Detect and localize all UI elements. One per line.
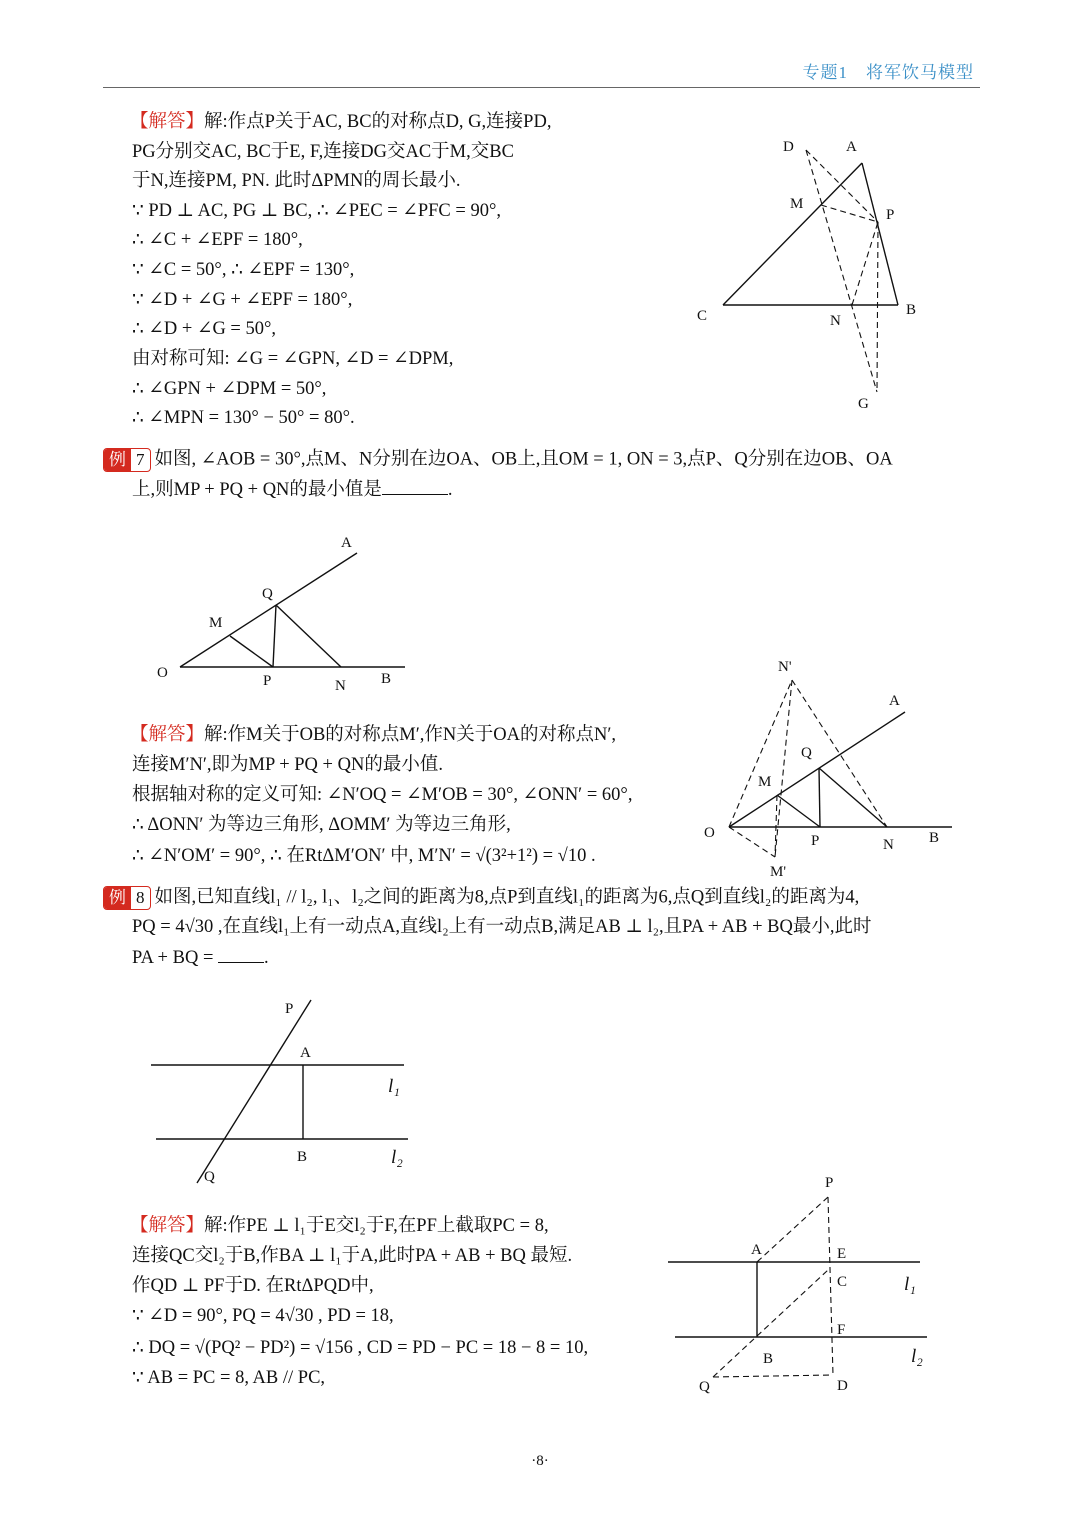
figure-label: O bbox=[157, 665, 168, 681]
sol7-line: ∴ ΔONN′ 为等边三角形, ΔOMM′ 为等边三角形, bbox=[132, 815, 511, 835]
figure-label: F bbox=[837, 1322, 846, 1338]
sol6-line: 于N,连接PM, PN. 此时ΔPMN的周长最小. bbox=[132, 171, 461, 191]
text: 例 bbox=[104, 887, 131, 909]
figure-angle-aob bbox=[157, 535, 405, 694]
figure-angle-solution bbox=[704, 659, 952, 880]
figure-label: M bbox=[790, 196, 804, 212]
figure-label: A bbox=[846, 139, 857, 155]
figure-label: A bbox=[751, 1242, 762, 1258]
figure-label: P bbox=[811, 833, 820, 849]
text: 8 bbox=[136, 888, 145, 907]
figure-label: N' bbox=[778, 659, 792, 675]
sol8-line: 作QD ⊥ PF于D. 在RtΔPQD中, bbox=[132, 1276, 374, 1296]
figure-label: M bbox=[758, 774, 772, 790]
figure-label: G bbox=[858, 396, 869, 412]
figure-label: B bbox=[929, 830, 940, 846]
answer-tag: 【解答】 bbox=[130, 112, 205, 132]
text: 【解答】 bbox=[130, 1216, 205, 1236]
figure-label: N bbox=[335, 678, 346, 694]
figure-label: B bbox=[763, 1351, 774, 1367]
text: 例 bbox=[104, 449, 131, 471]
figure-label: Q bbox=[699, 1379, 710, 1395]
sol7-line: 根据轴对称的定义可知: ∠N′OQ = ∠M′OB = 30°, ∠ONN′ = 60°, bbox=[132, 785, 633, 805]
figure-label: D bbox=[783, 139, 794, 155]
figure-label: N bbox=[830, 313, 841, 329]
figure-label: Q bbox=[801, 745, 812, 761]
text: 解:作M关于OB的对称点M′,作N关于OA的对称点N′, bbox=[204, 725, 617, 745]
figure-label: B bbox=[381, 671, 392, 687]
figure-label: P bbox=[285, 1001, 294, 1017]
text: 【解答】 bbox=[130, 725, 205, 745]
figure-label: N bbox=[883, 837, 894, 853]
text: . bbox=[264, 948, 269, 968]
figure-label: P bbox=[886, 207, 895, 223]
text: 如图, ∠AOB = 30°,点M、N分别在边OA、OB上,且OM = 1, ON = 3,点P、Q分别在边OB、OA bbox=[154, 449, 893, 470]
sol6-line: ∵ PD ⊥ AC, PG ⊥ BC, ∴ ∠PEC = ∠PFC = 90°, bbox=[132, 201, 501, 221]
text: . bbox=[447, 480, 453, 500]
example-8-line: PQ = 4√30 ,在直线l₁上有一动点A,直线l₂上有一动点B,满足AB ⊥ l₂,且PA + AB + BQ最小,此时 bbox=[132, 917, 872, 937]
text: 如图,已知直线l₁ // l₂, l₁、l₂之间的距离为8,点P到直线l₁的距离为6,点Q到直线l₂的距离为4, bbox=[154, 887, 860, 908]
sol7-line: ∴ ∠N′OM′ = 90°, ∴ 在RtΔM′ON′ 中, M′N′ = √(3²+1²) = √10 . bbox=[132, 846, 596, 866]
figure-label: A bbox=[341, 535, 352, 551]
sol8-line: 连接QC交l₂于B,作BA ⊥ l₁于A,此时PA + AB + BQ 最短. bbox=[132, 1246, 573, 1266]
figure-label: B bbox=[906, 302, 917, 318]
text: 解:作PE ⊥ l₁于E交l₂于F,在PF上截取PC = 8, bbox=[204, 1216, 549, 1236]
figure-label: A bbox=[300, 1045, 311, 1061]
figure-label: A bbox=[889, 693, 900, 709]
figure-label: P bbox=[825, 1175, 834, 1191]
figure-label: l₂ bbox=[391, 1147, 403, 1168]
sol8-line: ∴ DQ = √(PQ² − PD²) = √156 , CD = PD − PC = 18 − 8 = 10, bbox=[132, 1338, 589, 1358]
running-header: 专题1 将军饮马模型 bbox=[802, 63, 974, 82]
text: 上,则MP + PQ + QN的最小值是 bbox=[132, 480, 382, 500]
sol7-line: 连接M′N′,即为MP + PQ + QN的最小值. bbox=[132, 755, 443, 775]
figure-label: Q bbox=[262, 586, 273, 602]
page-number: ·8· bbox=[531, 1453, 549, 1469]
figure-parallel-lines bbox=[151, 1000, 408, 1185]
sol6-line: PG分别交AC, BC于E, F,连接DG交AC于M,交BC bbox=[132, 142, 514, 162]
figure-label: C bbox=[837, 1274, 848, 1290]
figure-label: M' bbox=[770, 864, 787, 880]
sol8-line: ∵ AB = PC = 8, AB // PC, bbox=[132, 1368, 326, 1388]
sol6-line: ∵ ∠D + ∠G + ∠EPF = 180°, bbox=[132, 290, 353, 310]
sol6-line: ∴ ∠D + ∠G = 50°, bbox=[132, 319, 277, 339]
figure-label: M bbox=[209, 615, 223, 631]
figure-label: C bbox=[697, 308, 708, 324]
text: 解:作点P关于AC, BC的对称点D, G,连接PD, bbox=[204, 112, 552, 132]
figure-label: l₁ bbox=[388, 1076, 400, 1097]
figure-triangle-reflection bbox=[697, 139, 916, 412]
figure-label: O bbox=[704, 825, 715, 841]
figure-parallel-solution bbox=[668, 1175, 927, 1395]
figure-label: l₂ bbox=[911, 1346, 923, 1367]
sol6-line: ∴ ∠C + ∠EPF = 180°, bbox=[132, 230, 303, 250]
figure-label: P bbox=[263, 673, 272, 689]
text: 7 bbox=[136, 450, 145, 469]
figure-label: E bbox=[837, 1246, 847, 1262]
sol6-line: ∴ ∠MPN = 130° − 50° = 80°. bbox=[132, 408, 355, 428]
sol6-line: ∵ ∠C = 50°, ∴ ∠EPF = 130°, bbox=[132, 260, 355, 280]
figure-label: Q bbox=[204, 1169, 215, 1185]
sol6-line: ∴ ∠GPN + ∠DPM = 50°, bbox=[132, 379, 327, 399]
figure-label: D bbox=[837, 1378, 848, 1394]
sol6-line: 由对称可知: ∠G = ∠GPN, ∠D = ∠DPM, bbox=[132, 349, 454, 369]
sol8-line: ∵ ∠D = 90°, PQ = 4√30 , PD = 18, bbox=[132, 1306, 394, 1326]
text: PA + BQ = bbox=[132, 948, 214, 968]
figure-label: l₁ bbox=[904, 1274, 916, 1295]
figure-label: B bbox=[297, 1149, 308, 1165]
